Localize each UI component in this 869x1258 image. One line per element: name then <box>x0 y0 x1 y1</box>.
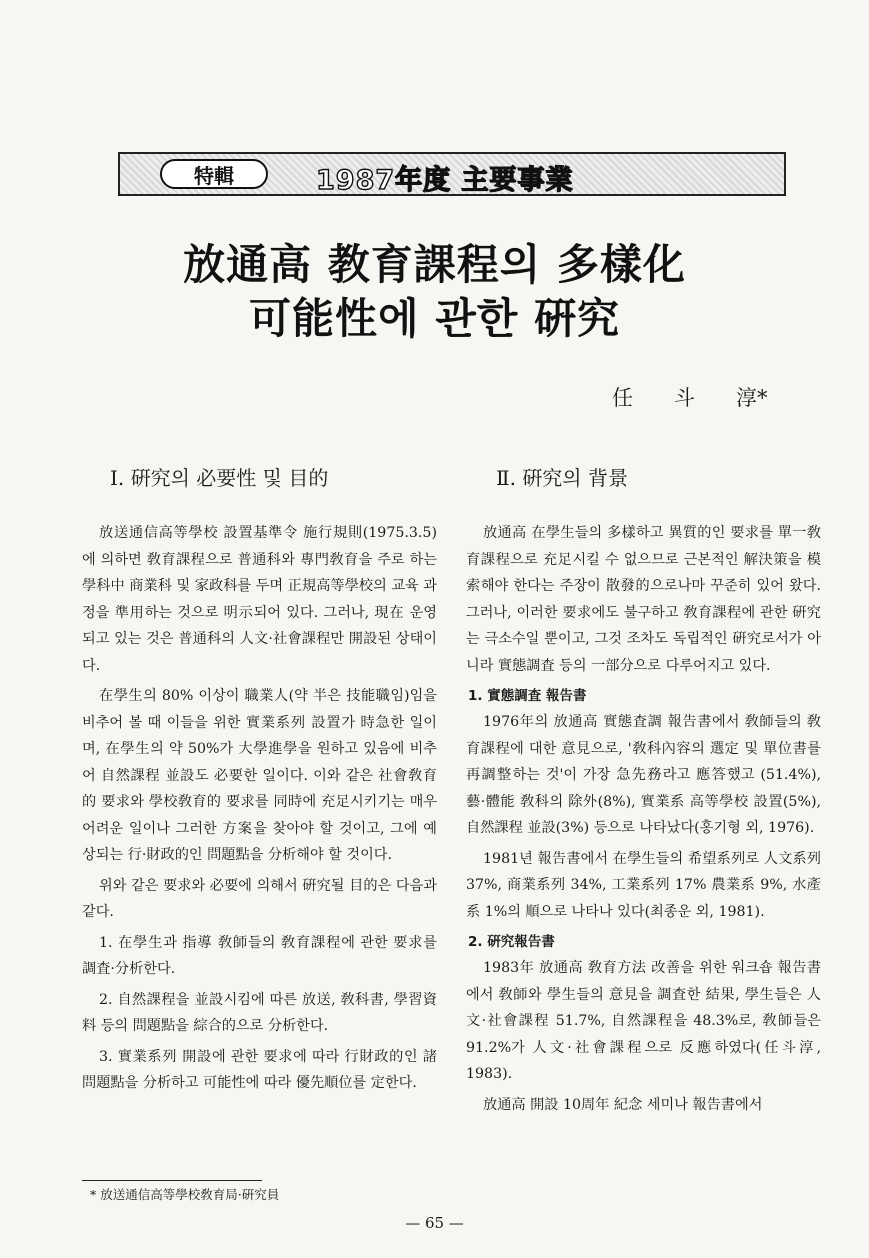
paragraph: 위와 같은 要求와 必要에 의해서 硏究될 目的은 다음과 같다. <box>82 877 437 920</box>
section-heading-2: Ⅱ. 硏究의 背景 <box>496 466 628 490</box>
left-column <box>82 462 437 1101</box>
paragraph: 放通高 開設 10周年 紀念 세미나 報告書에서 <box>483 1096 763 1113</box>
paragraph: 1983年 放通高 敎育方法 改善을 위한 워크숍 報告書에서 敎師와 學生들의 意見을 調査한 結果, 學生들은 人文·社會課程 51.7%, 自然課程을 48.3%로, 敎師들은 91.2%가 人文·社會課程으로 反應하였다(任斗淳, 1983). <box>466 960 821 1082</box>
author <box>612 382 768 412</box>
paragraph: 1976年의 放通高 實態査調 報告書에서 敎師들의 敎育課程에 대한 意見으로, '敎科內容의 選定 및 單位書를 再調整하는 것'이 가장 急先務라고 應答했고 (51.4%), 藝·體能 敎科의 除外(8%), 實業系 高等學校 設置(5%), 自然課程 並設(3%) 등으로 나타났다(홍기형 외, 1976). <box>466 714 821 836</box>
banner-tag: 特輯 <box>160 159 268 189</box>
banner-title: 1987年度 主要事業 <box>316 165 574 196</box>
footnote-divider <box>82 1180 262 1181</box>
article-title-line-1: 放通高 教育課程의 多樣化 <box>183 240 686 289</box>
paragraph: 1981년 報告書에서 在學生들의 希望系列로 人文系列 37%, 商業系列 34%, 工業系列 17% 農業系 9%, 水產系 1%의 順으로 나타나 있다(최종운 외, 1981). <box>466 850 821 920</box>
list-item: 2. 自然課程을 並設시킴에 따른 放送, 敎科書, 學習資料 등의 問題點을 綜合的으로 分析한다. <box>82 991 437 1034</box>
right-column <box>466 462 821 1122</box>
article-title-line-2: 可能性에 관한 硏究 <box>249 294 620 343</box>
section-heading-1: Ⅰ. 硏究의 必要性 및 目的 <box>110 466 329 490</box>
author-char-2: 斗 <box>674 386 695 410</box>
page-number: — 65 — <box>405 1214 464 1232</box>
list-item: 1. 在學生과 指導 敎師들의 敎育課程에 관한 要求를 調査·分析한다. <box>82 934 437 977</box>
author-char-3: 淳* <box>736 386 768 410</box>
footnote: * 放送通信高等學校敎育局·硏究員 <box>90 1187 280 1202</box>
author-char-1: 任 <box>612 386 633 410</box>
subheading: 2. 硏究報告書 <box>468 934 555 950</box>
section-banner <box>118 152 786 196</box>
paragraph: 放送通信高等學校 設置基準令 施行規則(1975.3.5)에 의하면 敎育課程으로 普通科와 專門敎育을 주로 하는 學科中 商業科 및 家政科를 두며 正規高等學校의 교육 과정을 準用하는 것으로 明示되어 있다. 그러나, 現在 운영되고 있는 것은 普通科의 人文·社會課程만 開設된 상태이다. <box>82 525 437 674</box>
paragraph: 放通高 在學生들의 多樣하고 異質的인 要求를 單一敎育課程으로 充足시킬 수 없으므로 근본적인 解決策을 模索해야 한다는 주장이 散發的으로나마 꾸준히 있어 왔다. 그러나, 이러한 要求에도 불구하고 敎育課程에 관한 硏究는 극소수일 뿐이고, 그것 조차도 독립적인 硏究로서가 아니라 實態調査 등의 一部分으로 다루어지고 있다. <box>466 525 821 674</box>
list-item: 3. 實業系列 開設에 관한 要求에 따라 行財政的인 諸問題點을 分析하고 可能性에 따라 優先順位를 定한다. <box>82 1048 437 1091</box>
subheading: 1. 實態調査 報告書 <box>468 688 587 704</box>
paragraph: 在學生의 80% 이상이 職業人(약 半은 技能職임)임을 비추어 볼 때 이들을 위한 實業系列 設置가 時急한 일이며, 在學生의 약 50%가 大學進學을 원하고 있음에 비추어 自然課程 並設도 必要한 일이다. 이와 같은 社會敎育的 要求와 學校敎育的 要求를 同時에 充足시키기는 매우 어려운 일이나 그러한 方案을 찾아야 할 것이고, 그에 예상되는 行·財政的인 問題點을 分析해야 할 것이다. <box>82 688 437 863</box>
